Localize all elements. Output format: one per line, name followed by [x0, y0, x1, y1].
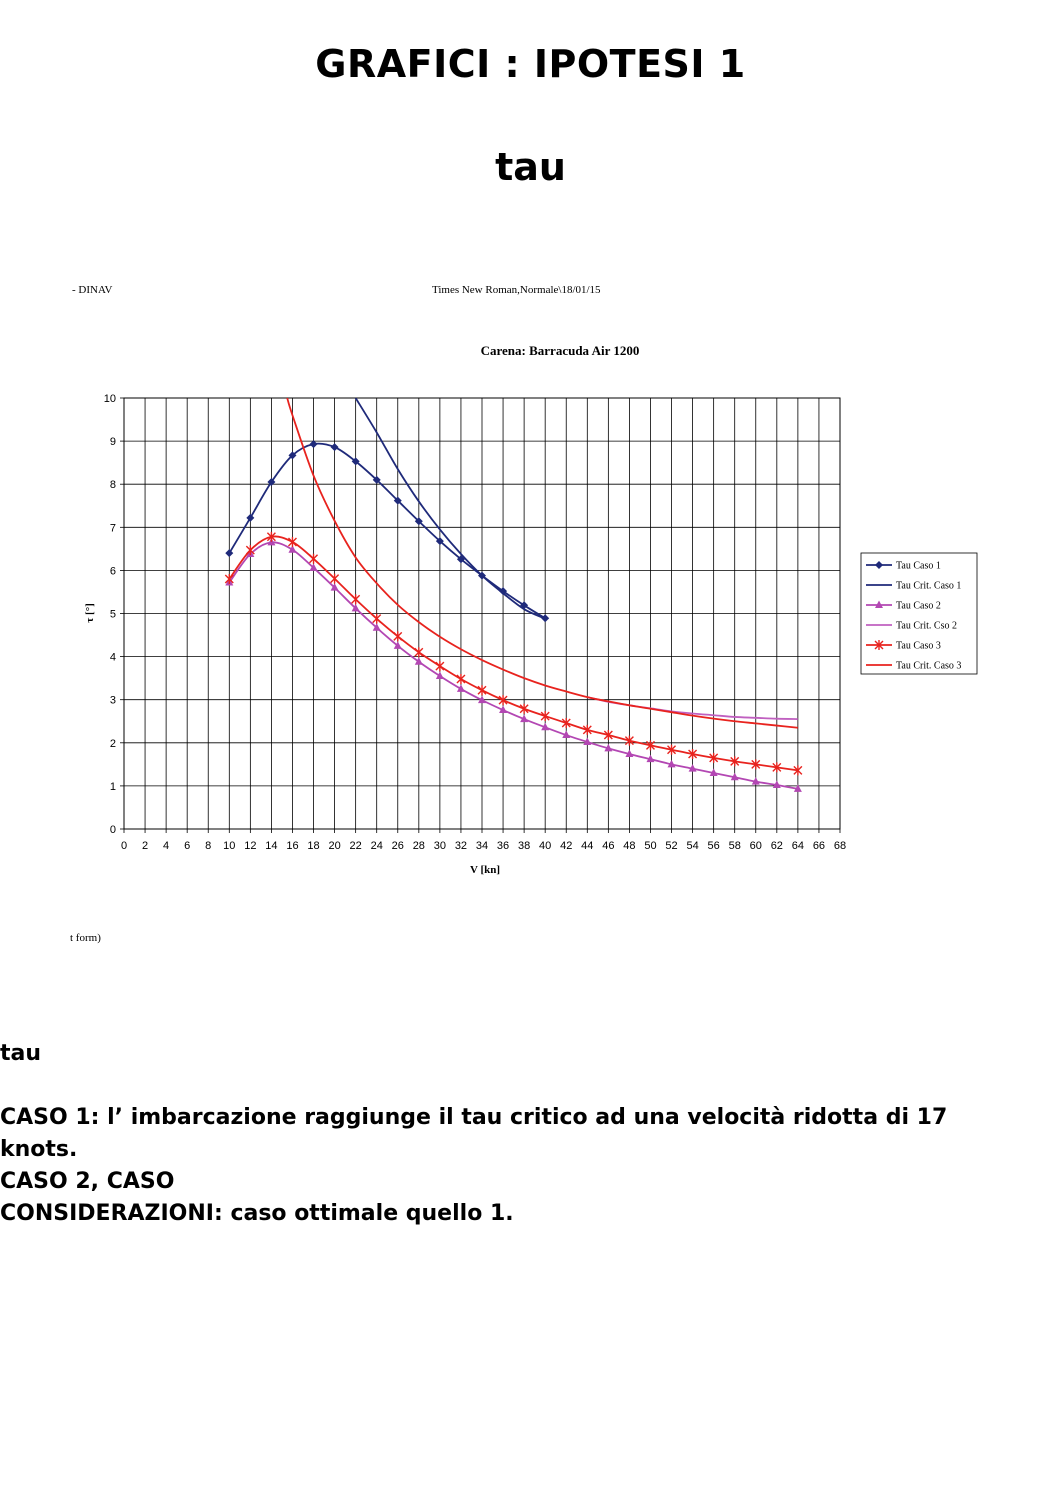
x-tick-label: 16	[286, 840, 299, 852]
x-tick-label: 52	[665, 840, 678, 852]
x-tick-label: 40	[539, 840, 552, 852]
x-tick-label: 20	[328, 840, 341, 852]
x-tick-label: 46	[602, 840, 615, 852]
x-tick-label: 68	[833, 840, 847, 852]
x-tick-label: 66	[812, 840, 826, 852]
y-axis-ticks	[104, 393, 116, 836]
footer-note: t form)	[70, 932, 101, 944]
x-tick-label: 34	[475, 840, 489, 852]
legend-label: Tau Caso 2	[896, 600, 941, 612]
x-tick-label: 2	[141, 840, 149, 852]
x-tick-label: 22	[349, 840, 362, 852]
x-tick-label: 38	[517, 840, 531, 852]
y-tick-label: 8	[109, 479, 116, 492]
x-tick-label: 32	[454, 840, 468, 852]
chart-title: Carena: Barracuda Air 1200	[480, 343, 640, 358]
y-tick-label: 3	[109, 694, 116, 707]
y-tick-label: 2	[109, 737, 116, 750]
x-tick-label: 26	[391, 840, 404, 852]
y-tick-label: 1	[109, 780, 116, 793]
x-tick-label: 12	[244, 840, 257, 852]
x-tick-label: 58	[728, 840, 741, 852]
caso1-line1: CASO 1: l’ imbarcazione raggiunge il tau critico ad una velocità ridotta di 17	[0, 1105, 948, 1130]
x-tick-label: 24	[370, 840, 383, 852]
x-axis-ticks	[121, 840, 846, 852]
x-tick-label: 0	[120, 840, 128, 852]
x-tick-label: 62	[770, 840, 783, 852]
header-left-label: - DINAV	[72, 284, 113, 296]
legend-label: Tau Crit. Caso 3	[896, 660, 962, 672]
text-heading: tau	[0, 1041, 42, 1066]
x-tick-label: 18	[307, 840, 320, 852]
x-tick-label: 50	[644, 840, 657, 852]
caso2-caso3: CASO 2, CASO	[0, 1169, 175, 1194]
considerazioni: CONSIDERAZIONI: caso ottimale quello 1.	[0, 1201, 514, 1226]
x-tick-label: 36	[496, 840, 510, 852]
x-tick-label: 48	[623, 840, 636, 852]
page-title: GRAFICI : IPOTESI 1	[315, 42, 746, 86]
legend-label: Tau Crit. Caso 1	[896, 580, 962, 592]
chart-legend	[861, 553, 977, 674]
x-tick-label: 28	[412, 840, 425, 852]
x-tick-label: 44	[581, 840, 594, 852]
y-tick-label: 10	[103, 393, 116, 405]
y-tick-label: 5	[109, 608, 116, 621]
x-tick-label: 42	[560, 840, 573, 852]
x-tick-label: 8	[205, 840, 212, 852]
y-axis-label: τ [°]	[84, 603, 96, 623]
y-tick-label: 9	[109, 436, 116, 449]
x-tick-label: 30	[433, 840, 447, 852]
caso1-line2: knots.	[0, 1137, 78, 1162]
x-tick-label: 64	[791, 840, 805, 852]
x-tick-label: 6	[184, 840, 191, 852]
tau-chart	[0, 330, 1061, 890]
y-tick-label: 0	[109, 824, 116, 836]
body-text	[0, 1038, 1061, 1230]
x-tick-label: 10	[223, 840, 236, 852]
y-tick-label: 7	[109, 522, 116, 535]
x-tick-label: 56	[707, 840, 720, 852]
page-subtitle: tau	[495, 145, 566, 189]
x-axis-label: V [kn]	[469, 864, 501, 876]
x-tick-label: 54	[686, 840, 699, 852]
chart-grid	[120, 398, 840, 833]
legend-label: Tau Crit. Cso 2	[896, 620, 957, 632]
y-tick-label: 6	[109, 565, 116, 578]
header-center-label: Times New Roman,Normale\18/01/15	[432, 284, 601, 296]
x-tick-label: 4	[163, 840, 170, 852]
legend-label: Tau Caso 3	[896, 640, 941, 652]
legend-label: Tau Caso 1	[896, 560, 941, 572]
y-tick-label: 4	[109, 651, 116, 664]
x-tick-label: 14	[265, 840, 278, 852]
x-tick-label: 60	[749, 840, 762, 852]
